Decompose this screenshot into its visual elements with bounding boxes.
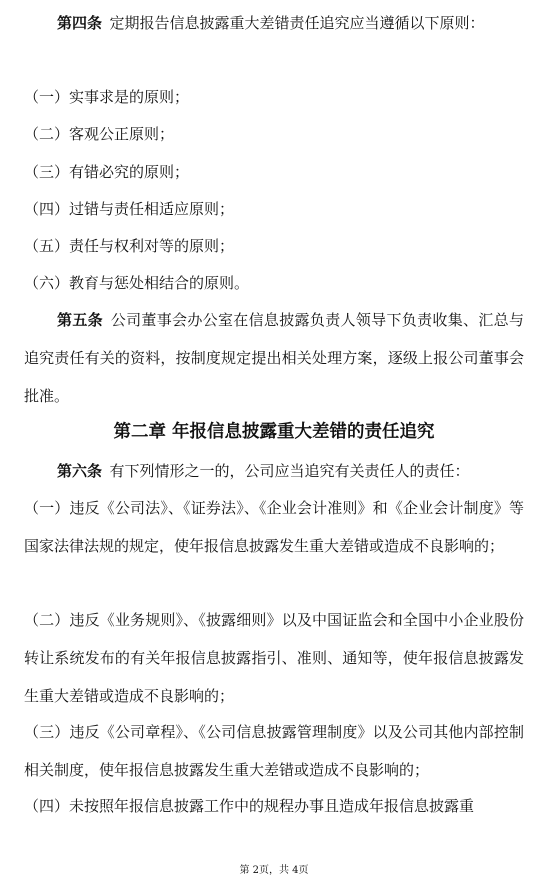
principle-item: （五）责任与权利对等的原则； [24, 237, 235, 255]
article-5-paragraph [24, 301, 524, 415]
article-6-text: 有下列情形之一的，公司应当追究有关责任人的责任： [109, 462, 470, 480]
violation-item: （四）未按照年报信息披露工作中的规程办事且造成年报信息披露重 [24, 797, 475, 815]
principle-item: （三）有错必究的原则； [24, 163, 190, 181]
principle-item: （六）教育与惩处相结合的原则。 [24, 274, 250, 292]
article-5-text: 公司董事会办公室在信息披露负责人领导下负责收集、汇总与追究责任有关的资料，按制度规定提出相关处理方案，逐级上报公司董事会批准。 [24, 311, 524, 405]
article-4-text: 定期报告信息披露重大差错责任追究应当遵循以下原则： [109, 14, 485, 32]
article-4-heading: 第四条 [57, 14, 103, 32]
principle-item: （二）客观公正原则； [24, 125, 175, 143]
principle-item: （一）实事求是的原则； [24, 88, 190, 106]
article-5-heading: 第五条 [57, 311, 103, 329]
page-number: 第 2页，共 4页 [239, 865, 309, 876]
violation-item: （三）违反《公司章程》、《公司信息披露管理制度》以及公司其他内部控制相关制度，使年报信息披露发生重大差错或造成不良影响的； [24, 723, 524, 779]
chapter-title: 第二章 年报信息披露重大差错的责任追究 [113, 422, 435, 442]
article-6-paragraph [24, 452, 524, 490]
principle-item: （四）过错与责任相适应原则； [24, 200, 235, 218]
article-6-heading: 第六条 [57, 462, 103, 480]
violation-item: （二）违反《业务规则》、《披露细则》以及中国证监会和全国中小企业股份转让系统发布的有关年报信息披露指引、准则、通知等，使年报信息披露发生重大差错或造成不良影响的； [24, 611, 524, 705]
violation-item: （一）违反《公司法》、《证券法》、《企业会计准则》和《企业会计制度》等国家法律法规的规定，使年报信息披露发生重大差错或造成不良影响的； [24, 499, 524, 555]
article-4-paragraph [24, 4, 524, 42]
